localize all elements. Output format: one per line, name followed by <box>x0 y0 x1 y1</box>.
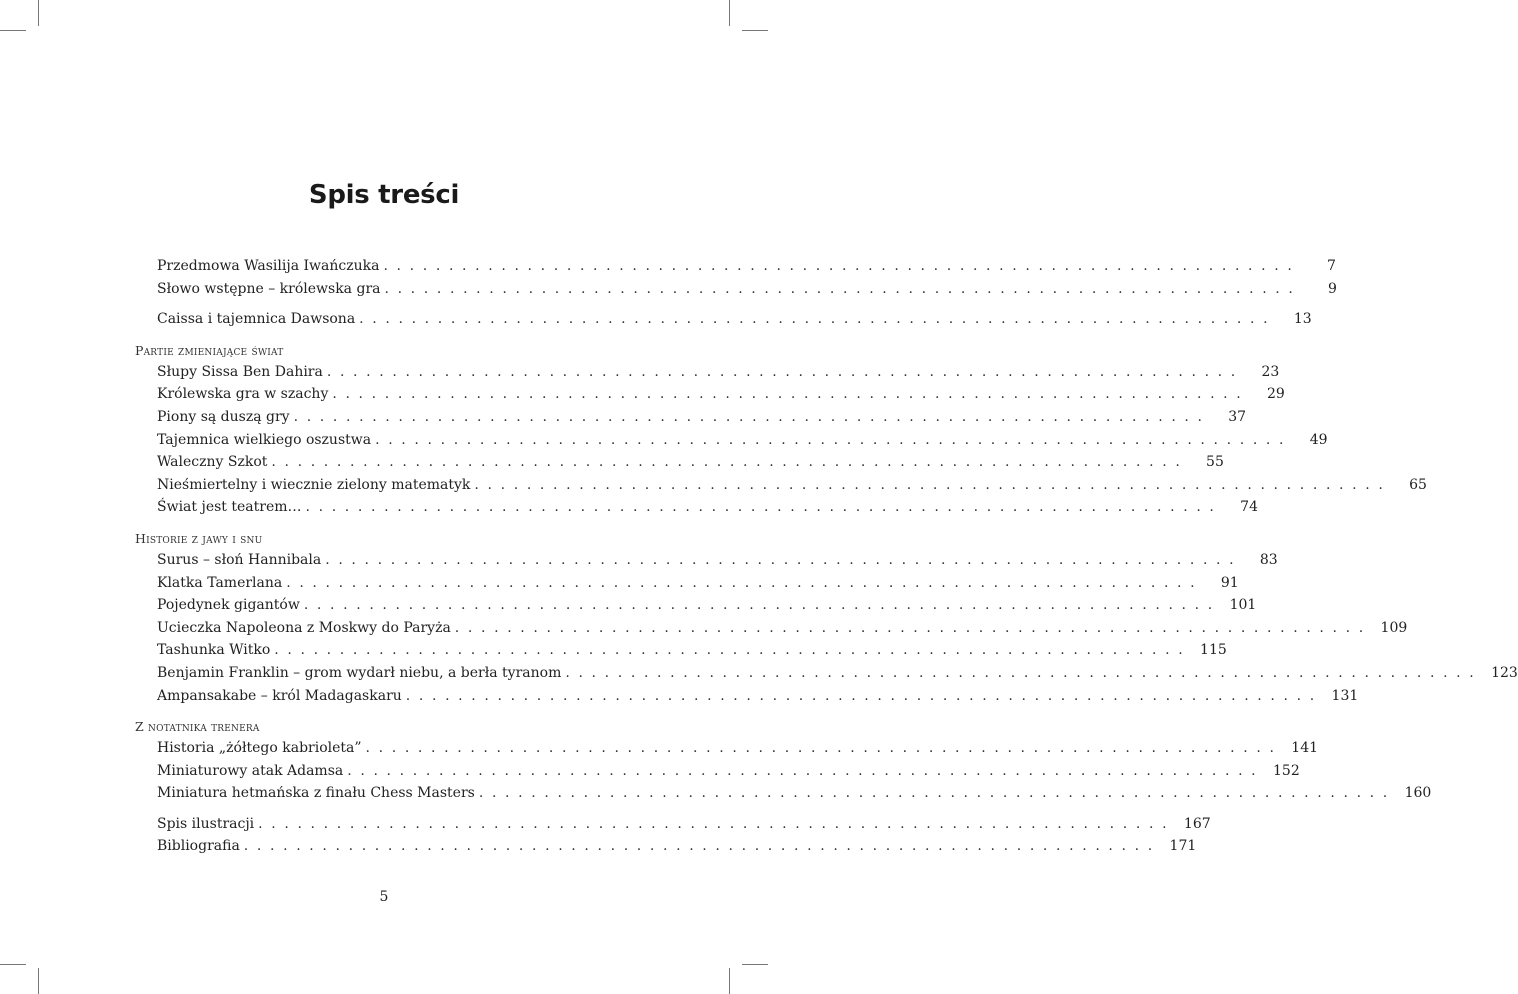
toc-entry-page: 167 <box>1183 815 1211 832</box>
toc-entry[interactable] <box>135 451 1224 474</box>
toc-entry-title: Miniatura hetmańska z finału Chess Masters <box>157 785 475 802</box>
toc-entry-page: 123 <box>1491 664 1518 681</box>
toc-entry-page: 152 <box>1273 762 1300 779</box>
toc-entry-page: 160 <box>1404 785 1432 802</box>
toc-entry[interactable] <box>135 737 1319 760</box>
toc-entry[interactable] <box>135 255 1336 278</box>
toc-entry-title: Spis ilustracji <box>157 815 255 832</box>
section-heading: Partie zmieniające świat <box>135 342 284 358</box>
toc-entry-page: 9 <box>1328 280 1337 297</box>
toc-entry[interactable] <box>135 813 1211 836</box>
toc-group <box>135 255 1337 300</box>
toc-entry-page: 7 <box>1327 258 1336 274</box>
toc-entry[interactable] <box>135 549 1278 572</box>
crop-mark <box>38 968 39 994</box>
toc-entry[interactable] <box>135 361 1280 384</box>
toc-entry-title: Przedmowa Wasilija Iwańczuka <box>157 258 380 274</box>
toc-entry-title: Historia „żółtego kabrioleta” <box>157 740 362 757</box>
toc-entry-page: 109 <box>1380 619 1408 636</box>
toc-entry-title: Ampansakabe – król Madagaskaru <box>157 687 402 704</box>
dot-leader: . . . . . . . . . . . . . . . . . . . . . . . . . . . . . . . . . . . . . . . . . . . . . . . . . . . . . . . . . . . . . . . . . . . . . . <box>347 762 1258 779</box>
toc-entry-title: Nieśmiertelny i wiecznie zielony matematyk <box>157 476 471 493</box>
toc-entry-title: Słupy Sissa Ben Dahira <box>157 363 323 380</box>
dot-leader: . . . . . . . . . . . . . . . . . . . . . . . . . . . . . . . . . . . . . . . . . . . . . . . . . . . . . . . . . . . . . . . . . . . . . . <box>243 838 1155 855</box>
toc-entry-page: 141 <box>1291 740 1319 757</box>
dot-leader: . . . . . . . . . . . . . . . . . . . . . . . . . . . . . . . . . . . . . . . . . . . . . . . . . . . . . . . . . . . . . . . . . . . . . . <box>286 574 1197 591</box>
crop-mark <box>742 30 768 31</box>
section-heading: Historie z jawy i snu <box>135 530 263 546</box>
toc-entry-page: 171 <box>1169 838 1197 855</box>
crop-mark <box>742 964 768 965</box>
toc-entry-title: Miniaturowy atak Adamsa <box>157 762 344 779</box>
page-number: 5 <box>379 889 389 905</box>
toc-entry-page: 65 <box>1409 476 1427 493</box>
toc-entry-page: 101 <box>1229 597 1257 614</box>
toc-entry[interactable] <box>135 760 1300 783</box>
section-heading: Z notatnika trenera <box>135 719 260 735</box>
dot-leader: . . . . . . . . . . . . . . . . . . . . . . . . . . . . . . . . . . . . . . . . . . . . . . . . . . . . . . . . . . . . . . . . . . . . . . <box>454 619 1366 636</box>
toc-entry-page: 83 <box>1259 551 1278 568</box>
toc-entry-page: 37 <box>1228 408 1247 425</box>
dot-leader: . . . . . . . . . . . . . . . . . . . . . . . . . . . . . . . . . . . . . . . . . . . . . . . . . . . . . . . . . . . . . . . . . . . . . . <box>305 499 1216 516</box>
toc-entry[interactable] <box>135 572 1239 595</box>
dot-leader: . . . . . . . . . . . . . . . . . . . . . . . . . . . . . . . . . . . . . . . . . . . . . . . . . . . . . . . . . . . . . . . . . . . . . . <box>293 408 1205 425</box>
toc-group <box>135 527 1518 707</box>
dot-leader: . . . . . . . . . . . . . . . . . . . . . . . . . . . . . . . . . . . . . . . . . . . . . . . . . . . . . . . . . . . . . . . . . . . . . . <box>375 431 1286 448</box>
toc-entry-page: 23 <box>1261 363 1280 380</box>
dot-leader: . . . . . . . . . . . . . . . . . . . . . . . . . . . . . . . . . . . . . . . . . . . . . . . . . . . . . . . . . . . . . . . . . . . . . . <box>332 386 1243 403</box>
dot-leader: . . . . . . . . . . . . . . . . . . . . . . . . . . . . . . . . . . . . . . . . . . . . . . . . . . . . . . . . . . . . . . . . . . . . . . <box>359 311 1270 328</box>
toc-group <box>135 308 1312 331</box>
dot-leader: . . . . . . . . . . . . . . . . . . . . . . . . . . . . . . . . . . . . . . . . . . . . . . . . . . . . . . . . . . . . . . . . . . . . . . <box>384 280 1295 297</box>
toc-entry-page: 131 <box>1331 687 1359 704</box>
toc-entry[interactable] <box>135 835 1197 858</box>
toc-entry-page: 74 <box>1240 499 1258 516</box>
toc-entry[interactable] <box>135 429 1328 452</box>
toc-entry-title: Królewska gra w szachy <box>157 386 329 403</box>
toc-entry-title: Tajemnica wielkiego oszustwa <box>157 431 372 448</box>
toc-entry-title: Surus – słoń Hannibala <box>157 551 322 568</box>
dot-leader: . . . . . . . . . . . . . . . . . . . . . . . . . . . . . . . . . . . . . . . . . . . . . . . . . . . . . . . . . . . . . . . . . . . . . . <box>325 551 1236 568</box>
toc-entry-page: 115 <box>1200 642 1227 659</box>
dot-leader: . . . . . . . . . . . . . . . . . . . . . . . . . . . . . . . . . . . . . . . . . . . . . . . . . . . . . . . . . . . . . . . . . . . . . . <box>365 740 1277 757</box>
toc-entry[interactable] <box>135 383 1285 406</box>
dot-leader: . . . . . . . . . . . . . . . . . . . . . . . . . . . . . . . . . . . . . . . . . . . . . . . . . . . . . . . . . . . . . . . . . . . . . . <box>326 363 1238 380</box>
dot-leader: . . . . . . . . . . . . . . . . . . . . . . . . . . . . . . . . . . . . . . . . . . . . . . . . . . . . . . . . . . . . . . . . . . . . . . <box>383 258 1294 274</box>
toc-entry[interactable] <box>135 639 1227 662</box>
toc-entry-title: Caissa i tajemnica Dawsona <box>157 311 356 328</box>
dot-leader: . . . . . . . . . . . . . . . . . . . . . . . . . . . . . . . . . . . . . . . . . . . . . . . . . . . . . . . . . . . . . . . . . . . . . . <box>565 664 1476 681</box>
toc-entry-title: Waleczny Szkot <box>157 454 268 471</box>
toc-entry-title: Słowo wstępne – królewska gra <box>157 280 381 297</box>
dot-leader: . . . . . . . . . . . . . . . . . . . . . . . . . . . . . . . . . . . . . . . . . . . . . . . . . . . . . . . . . . . . . . . . . . . . . . <box>303 597 1215 614</box>
toc-entry-title: Pojedynek gigantów <box>157 597 300 614</box>
toc-entry[interactable] <box>135 474 1427 497</box>
toc-entry-page: 91 <box>1220 574 1239 591</box>
toc-entry-title: Tashunka Witko <box>157 642 271 659</box>
toc-entry-title: Piony są duszą gry <box>157 408 290 425</box>
toc-entry[interactable] <box>135 406 1247 429</box>
page-title: Spis treści <box>308 180 460 210</box>
toc-entry-title: Ucieczka Napoleona z Moskwy do Paryża <box>157 619 451 636</box>
crop-mark <box>729 0 730 26</box>
toc-entry[interactable] <box>135 278 1337 301</box>
toc-entry[interactable] <box>135 685 1359 708</box>
toc-entry[interactable] <box>135 594 1257 617</box>
toc-entry[interactable] <box>135 617 1408 640</box>
toc-entry-page: 29 <box>1267 386 1285 403</box>
dot-leader: . . . . . . . . . . . . . . . . . . . . . . . . . . . . . . . . . . . . . . . . . . . . . . . . . . . . . . . . . . . . . . . . . . . . . . <box>271 454 1182 471</box>
toc-group <box>135 339 1427 519</box>
dot-leader: . . . . . . . . . . . . . . . . . . . . . . . . . . . . . . . . . . . . . . . . . . . . . . . . . . . . . . . . . . . . . . . . . . . . . . <box>478 785 1390 802</box>
toc-entry-title: Świat jest teatrem… <box>157 499 302 516</box>
dot-leader: . . . . . . . . . . . . . . . . . . . . . . . . . . . . . . . . . . . . . . . . . . . . . . . . . . . . . . . . . . . . . . . . . . . . . . <box>474 476 1385 493</box>
dot-leader: . . . . . . . . . . . . . . . . . . . . . . . . . . . . . . . . . . . . . . . . . . . . . . . . . . . . . . . . . . . . . . . . . . . . . . <box>274 642 1185 659</box>
toc-entry[interactable] <box>135 496 1258 519</box>
dot-leader: . . . . . . . . . . . . . . . . . . . . . . . . . . . . . . . . . . . . . . . . . . . . . . . . . . . . . . . . . . . . . . . . . . . . . . <box>405 687 1317 704</box>
table-of-contents <box>135 255 1518 866</box>
crop-mark <box>0 30 26 31</box>
dot-leader: . . . . . . . . . . . . . . . . . . . . . . . . . . . . . . . . . . . . . . . . . . . . . . . . . . . . . . . . . . . . . . . . . . . . . . <box>258 815 1169 832</box>
toc-entry-page: 13 <box>1293 311 1312 328</box>
crop-mark <box>0 964 26 965</box>
toc-entry-page: 55 <box>1206 454 1224 471</box>
toc-entry-title: Klatka Tamerlana <box>157 574 283 591</box>
toc-entry[interactable] <box>135 308 1312 331</box>
crop-mark <box>729 968 730 994</box>
toc-group <box>135 715 1432 805</box>
crop-mark <box>38 0 39 26</box>
toc-entry-page: 49 <box>1309 431 1328 448</box>
toc-entry[interactable] <box>135 782 1432 805</box>
toc-entry-title: Bibliografia <box>157 838 240 855</box>
toc-group <box>135 813 1211 858</box>
toc-entry[interactable] <box>135 662 1518 685</box>
toc-entry-title: Benjamin Franklin – grom wydarł niebu, a berła tyranom <box>157 664 562 681</box>
